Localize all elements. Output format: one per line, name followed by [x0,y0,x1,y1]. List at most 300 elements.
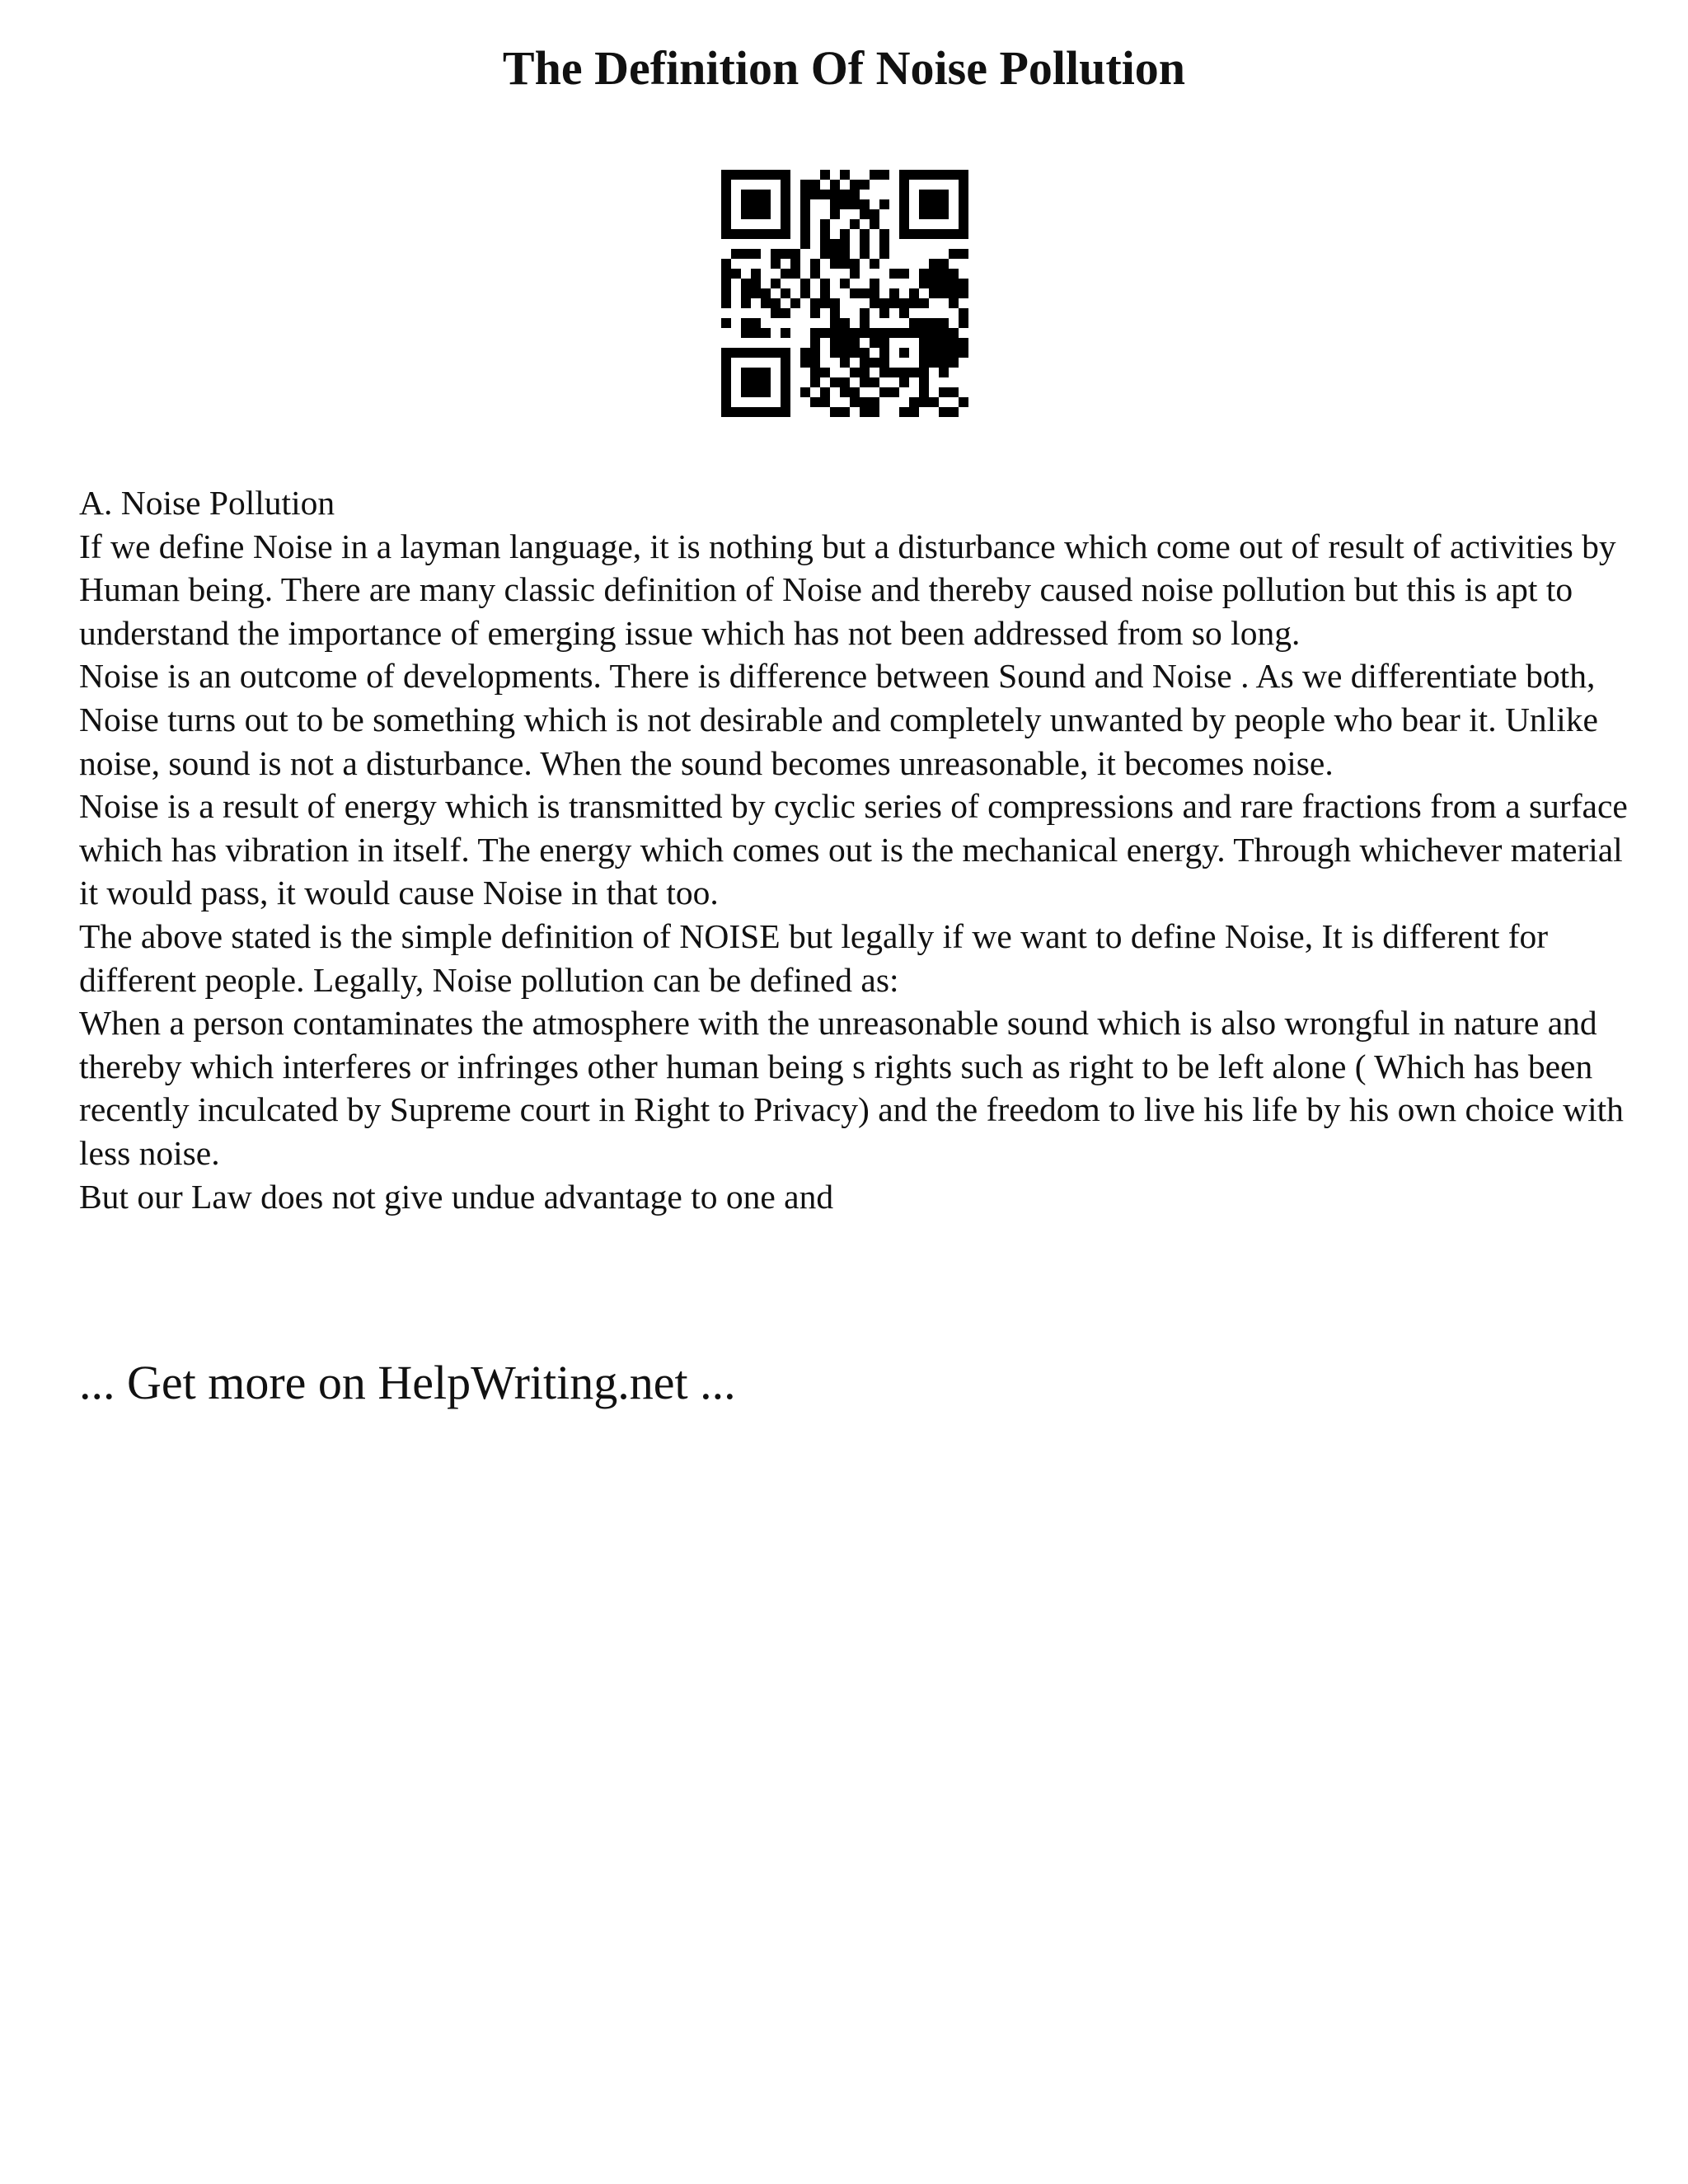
qr-module [879,170,889,180]
qr-module [870,407,879,417]
qr-module [840,358,850,368]
qr-module [959,308,968,318]
qr-module [860,209,870,219]
qr-module [879,308,889,318]
qr-module [741,318,751,328]
qr-module [939,348,949,358]
qr-module [800,348,810,358]
qr-module [889,288,899,298]
qr-module [840,348,850,358]
qr-module [929,328,939,338]
qr-module [800,279,810,288]
qr-module [959,180,968,190]
qr-module [939,279,949,288]
qr-module [850,180,860,190]
qr-module [830,209,840,219]
qr-module [781,288,790,298]
qr-module [761,170,771,180]
qr-module [820,279,830,288]
qr-module [751,170,761,180]
qr-module [731,229,741,239]
qr-module [830,348,840,358]
qr-module [800,219,810,229]
qr-module [929,338,939,348]
qr-module [919,338,929,348]
qr-module [949,407,959,417]
qr-module [830,318,840,328]
qr-module [899,229,909,239]
qr-module [899,190,909,199]
qr-module [939,368,949,377]
qr-module [721,259,731,269]
qr-module [810,368,820,377]
qr-module [761,298,771,308]
qr-module [721,358,731,368]
qr-code-icon[interactable] [721,170,968,417]
qr-module [959,199,968,209]
qr-module [909,407,919,417]
qr-module [870,219,879,229]
qr-module [830,377,840,387]
qr-module [959,249,968,259]
qr-module [919,229,929,239]
qr-module [790,249,800,259]
qr-module [889,368,899,377]
qr-module [850,397,860,407]
qr-module [949,288,959,298]
qr-module [909,397,919,407]
qr-module [830,308,840,318]
qr-module [919,199,929,209]
qr-module [810,348,820,358]
qr-module [741,298,751,308]
qr-module [909,298,919,308]
qr-module [870,209,879,219]
qr-module [939,259,949,269]
qr-module [929,358,939,368]
qr-module [761,209,771,219]
qr-module [761,328,771,338]
qr-module [949,298,959,308]
qr-module [810,377,820,387]
qr-module [879,328,889,338]
qr-module [870,358,879,368]
qr-module [820,190,830,199]
qr-module [721,318,731,328]
qr-module [850,288,860,298]
qr-module [959,397,968,407]
qr-module [781,249,790,259]
qr-module [790,298,800,308]
qr-module [870,397,879,407]
qr-module [741,348,751,358]
qr-module [959,209,968,219]
qr-module [860,358,870,368]
qr-module [870,288,879,298]
qr-module [721,298,731,308]
qr-module [899,269,909,279]
qr-module [810,308,820,318]
qr-module [899,199,909,209]
qr-module [959,348,968,358]
qr-module [939,170,949,180]
qr-module [939,328,949,338]
qr-module [721,180,731,190]
qr-module [840,318,850,328]
qr-module [850,348,860,358]
qr-module [810,298,820,308]
qr-module [800,358,810,368]
qr-module [800,199,810,209]
qr-module [949,387,959,397]
qr-module [741,279,751,288]
qr-module [909,288,919,298]
qr-module [919,209,929,219]
qr-module [810,190,820,199]
qr-module [721,377,731,387]
qr-module [889,328,899,338]
qr-module [959,288,968,298]
qr-module [830,249,840,259]
get-more-link[interactable]: ... Get more on HelpWriting.net ... [79,1356,736,1409]
qr-module [731,407,741,417]
qr-module [919,387,929,397]
qr-module [751,229,761,239]
qr-module [751,199,761,209]
qr-module [751,288,761,298]
qr-module [879,348,889,358]
qr-module [879,298,889,308]
paragraph: Noise is a result of energy which is transmitted by cyclic series of compressions and rare fractions from a surface which has vibration in itself. The energy which comes out is the mechanical energy. Through whichever material it would pass, it would cause Noise in that too. [79,787,1628,912]
qr-module [721,199,731,209]
qr-module [919,170,929,180]
qr-module [949,170,959,180]
qr-module [820,298,830,308]
qr-module [840,249,850,259]
qr-module [721,397,731,407]
qr-module [850,269,860,279]
qr-module [751,269,761,279]
paragraph: But our Law does not give undue advantage to one and [79,1177,834,1216]
qr-module [840,338,850,348]
qr-module [721,368,731,377]
qr-module [771,308,781,318]
qr-module [860,199,870,209]
qr-module [959,170,968,180]
qr-module [919,190,929,199]
qr-module [919,358,929,368]
qr-module [889,387,899,397]
qr-module [830,239,840,249]
qr-module [929,199,939,209]
qr-module [939,190,949,199]
qr-module [721,387,731,397]
qr-module [959,229,968,239]
qr-module [781,377,790,387]
qr-module [929,269,939,279]
qr-module [771,279,781,288]
qr-module [879,239,889,249]
qr-module [761,199,771,209]
qr-module [781,269,790,279]
qr-module [741,387,751,397]
qr-module [909,229,919,239]
qr-module [909,368,919,377]
qr-module [939,358,949,368]
qr-module [721,190,731,199]
qr-module [899,328,909,338]
qr-module [731,170,741,180]
qr-module [761,190,771,199]
qr-module [879,387,889,397]
qr-module [741,229,751,239]
qr-module [850,190,860,199]
qr-module [721,269,731,279]
qr-module [840,199,850,209]
qr-module [810,259,820,269]
qr-module [800,229,810,239]
qr-module [731,269,741,279]
qr-module [850,199,860,209]
qr-module [929,259,939,269]
qr-module [820,219,830,229]
qr-module [959,279,968,288]
qr-module [879,338,889,348]
qr-module [781,328,790,338]
qr-module [919,328,929,338]
qr-module [781,170,790,180]
qr-module [919,368,929,377]
qr-module [751,348,761,358]
qr-module [731,348,741,358]
qr-module [939,209,949,219]
article-body [79,481,1629,1218]
qr-module [939,387,949,397]
qr-module [860,407,870,417]
qr-module [790,259,800,269]
qr-module [879,229,889,239]
qr-module [860,348,870,358]
qr-module [860,229,870,239]
qr-module [830,328,840,338]
qr-module [741,170,751,180]
qr-module [840,377,850,387]
qr-module [741,209,751,219]
qr-module [939,229,949,239]
qr-module [721,229,731,239]
qr-module [781,397,790,407]
qr-module [781,199,790,209]
qr-module [860,377,870,387]
qr-module [840,328,850,338]
qr-module [870,170,879,180]
qr-module [751,318,761,328]
qr-module [830,259,840,269]
qr-module [919,318,929,328]
qr-module [781,229,790,239]
qr-module [721,288,731,298]
qr-module [741,288,751,298]
qr-module [899,308,909,318]
paragraph: The above stated is the simple definition of NOISE but legally if we want to define Noise, It is different for different people. Legally, Noise pollution can be defined as: [79,916,1549,999]
qr-module [860,397,870,407]
qr-module [751,190,761,199]
qr-module [751,328,761,338]
qr-module [810,397,820,407]
qr-module [879,368,889,377]
qr-module [751,249,761,259]
qr-module [879,199,889,209]
qr-module [929,229,939,239]
qr-module [820,249,830,259]
qr-module [850,259,860,269]
qr-module [751,387,761,397]
qr-module [949,249,959,259]
qr-module [919,279,929,288]
qr-module [899,219,909,229]
qr-module [879,249,889,259]
qr-module [830,407,840,417]
qr-module [939,269,949,279]
qr-module [741,328,751,338]
qr-module [781,308,790,318]
qr-module [721,209,731,219]
qr-module [840,279,850,288]
qr-module [741,377,751,387]
qr-module [820,397,830,407]
qr-module [771,229,781,239]
qr-module [870,328,879,338]
qr-module [840,229,850,239]
qr-module [959,219,968,229]
qr-module [929,348,939,358]
qr-module [840,239,850,249]
qr-module [899,407,909,417]
qr-module [860,239,870,249]
qr-module [909,318,919,328]
qr-module [850,219,860,229]
qr-module [800,288,810,298]
qr-module [949,338,959,348]
qr-module [771,249,781,259]
qr-module [800,387,810,397]
qr-module [751,209,761,219]
qr-module [741,368,751,377]
qr-module [939,407,949,417]
qr-module [899,180,909,190]
qr-module [771,298,781,308]
qr-module [751,407,761,417]
qr-module [860,328,870,338]
qr-module [781,368,790,377]
qr-module [899,170,909,180]
qr-module [870,259,879,269]
qr-module [830,338,840,348]
qr-module [939,338,949,348]
qr-module [889,298,899,308]
qr-module [939,318,949,328]
qr-module [939,199,949,209]
qr-module [810,358,820,368]
qr-module [751,377,761,387]
qr-module [810,338,820,348]
qr-module [929,170,939,180]
qr-module [741,199,751,209]
qr-module [949,348,959,358]
qr-module [771,407,781,417]
paragraph: Noise is an outcome of developments. There is difference between Sound and Noise . As we differentiate both, Noise turns out to be something which is not desirable and completely unwanted by people who bear it. Unlike noise, sound is not a disturbance. When the sound becomes unreasonable, it becomes noise. [79,657,1598,782]
qr-module [899,348,909,358]
qr-module [761,368,771,377]
qr-module [949,269,959,279]
page-title: The Definition Of Noise Pollution [502,41,1186,95]
qr-module [761,407,771,417]
qr-module [850,328,860,338]
qr-module [820,239,830,249]
qr-module [830,180,840,190]
qr-module [781,209,790,219]
qr-module [761,377,771,387]
qr-module [939,288,949,298]
qr-module [830,199,840,209]
qr-module [800,239,810,249]
qr-module [899,377,909,387]
qr-module [761,387,771,397]
qr-module [721,279,731,288]
qr-module [800,190,810,199]
qr-module [899,298,909,308]
qr-module [761,348,771,358]
qr-module [840,190,850,199]
qr-module [761,288,771,298]
qr-module [909,328,919,338]
qr-module [919,377,929,387]
qr-module [889,269,899,279]
qr-module [959,338,968,348]
qr-module [850,338,860,348]
qr-module [870,377,879,387]
qr-module [800,209,810,219]
qr-module [949,358,959,368]
qr-module [820,229,830,239]
qr-module [830,298,840,308]
qr-module [860,308,870,318]
qr-module [929,318,939,328]
qr-module [781,190,790,199]
qr-module [751,368,761,377]
qr-module [919,298,929,308]
qr-module [949,229,959,239]
qr-module [919,397,929,407]
qr-module [860,288,870,298]
qr-module [929,190,939,199]
qr-module [949,279,959,288]
qr-module [781,348,790,358]
qr-module [781,387,790,397]
qr-module [860,180,870,190]
qr-module [919,348,929,358]
qr-module [781,180,790,190]
qr-module [731,249,741,259]
qr-module [870,279,879,288]
qr-module [781,407,790,417]
qr-module [790,269,800,279]
qr-module [860,318,870,328]
qr-module [899,209,909,219]
qr-module [781,219,790,229]
qr-module [949,328,959,338]
qr-module [820,387,830,397]
